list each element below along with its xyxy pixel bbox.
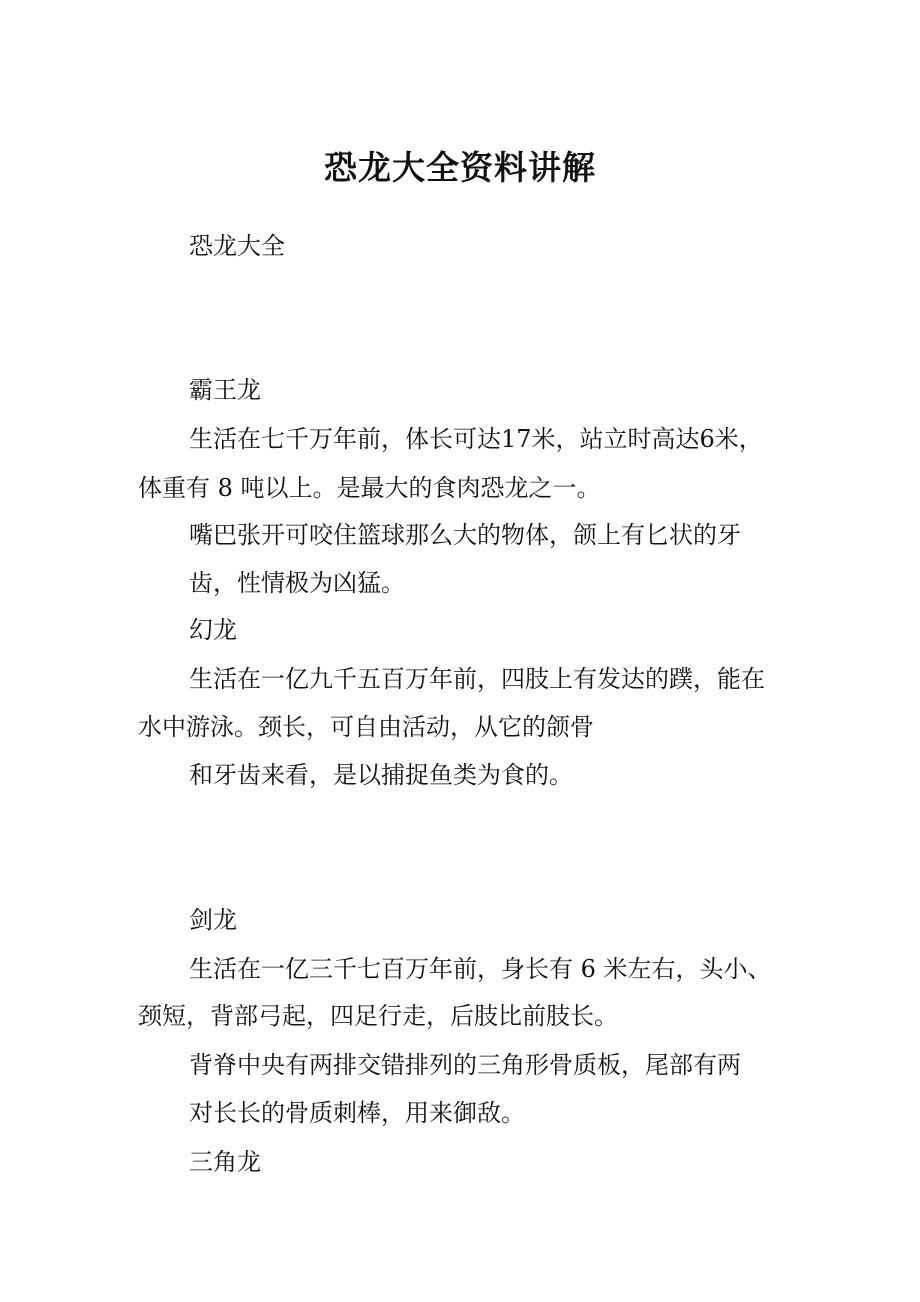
paragraph-line: 嘴巴张开可咬住篮球那么大的物体，颌上有匕状的牙 — [189, 521, 741, 549]
section-heading-tyrannosaurus: 霸王龙 — [189, 376, 261, 404]
paragraph-line: 生活在七千万年前，体长可达17米，站立时高达6米， — [189, 425, 763, 453]
paragraph-line: 水中游泳。颈长，可自由活动，从它的颌骨 — [138, 713, 594, 741]
paragraph-line: 生活在一亿九千五百万年前，四肢上有发达的蹼，能在 — [189, 665, 765, 693]
document-heading: 恐龙大全 — [189, 232, 285, 260]
paragraph-line: 背脊中央有两排交错排列的三角形骨质板，尾部有两 — [189, 1051, 741, 1079]
document-title: 恐龙大全资料讲解 — [324, 148, 596, 187]
section-heading-stegosaurus: 剑龙 — [189, 906, 237, 934]
paragraph-line: 体重有 8 吨以上。是最大的食肉恐龙之一。 — [138, 474, 601, 502]
paragraph-line: 颈短，背部弓起，四足行走，后肢比前肢长。 — [138, 1002, 618, 1030]
section-heading-triceratops: 三角龙 — [189, 1148, 261, 1176]
paragraph-line: 和牙齿来看，是以捕捉鱼类为食的。 — [189, 761, 573, 789]
paragraph-line: 生活在一亿三千七百万年前，身长有 6 米左右，头小、 — [189, 955, 772, 983]
paragraph-line: 对长长的骨质刺棒，用来御敌。 — [189, 1099, 525, 1127]
section-heading-nothosaurus: 幻龙 — [189, 616, 237, 644]
paragraph-line: 齿，性情极为凶猛。 — [189, 569, 405, 597]
